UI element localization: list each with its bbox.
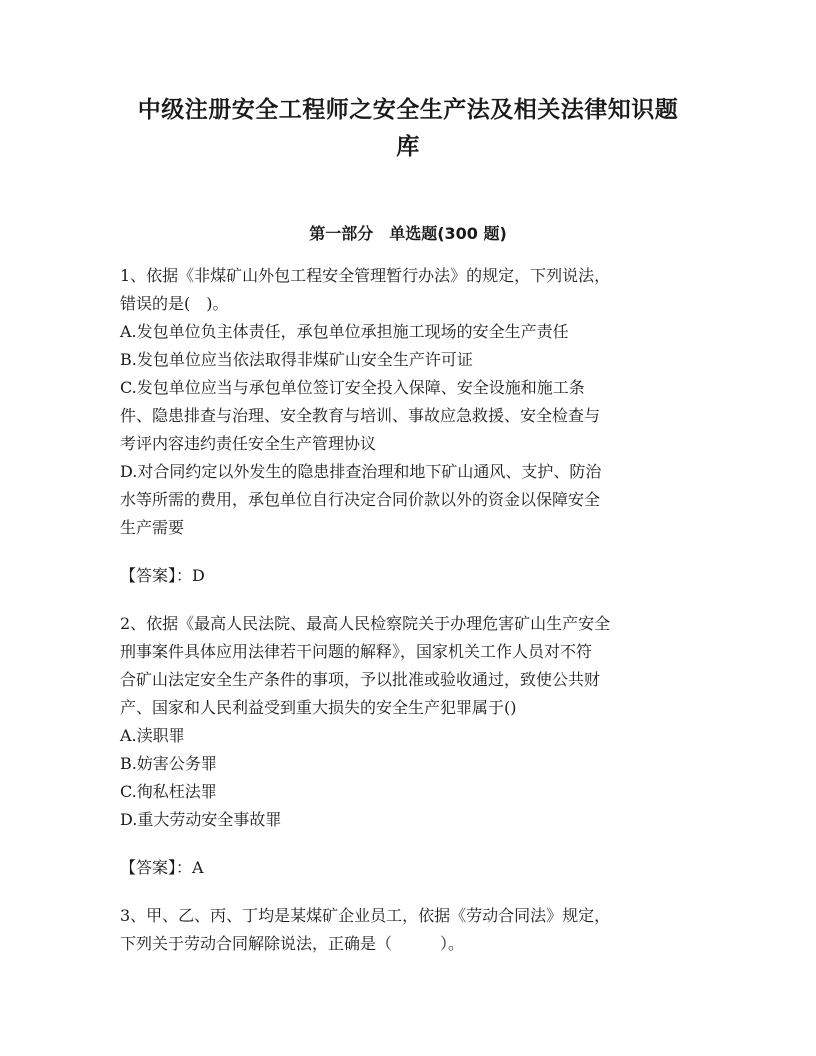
question-stem: 2、依据《最高人民法院、最高人民检察院关于办理危害矿山生产安全: [120, 614, 611, 633]
question-3: [120, 902, 700, 958]
option-a: A.渎职罪: [120, 726, 185, 745]
title-line: 中级注册安全工程师之安全生产法及相关法律知识题: [137, 97, 679, 123]
section-heading: 第一部分 单选题(300 题): [309, 224, 507, 243]
option-c: 考评内容违约责任安全生产管理协议: [120, 434, 377, 453]
option-c: C.发包单位应当与承包单位签订安全投入保障、安全设施和施工条: [120, 378, 585, 397]
question-stem: 3、甲、乙、丙、丁均是某煤矿企业员工，依据《劳动合同法》规定，: [120, 906, 611, 925]
question-1: [120, 262, 700, 590]
option-d: D.重大劳动安全事故罪: [120, 810, 282, 829]
option-d: 生产需要: [120, 518, 185, 537]
answer: 【答案】：D: [120, 566, 205, 585]
option-a: A.发包单位负主体责任，承包单位承担施工现场的安全生产责任: [120, 322, 569, 341]
question-list: [120, 262, 700, 958]
question-stem: 错误的是( )。: [120, 294, 229, 313]
option-c: C.徇私枉法罪: [120, 782, 217, 801]
option-b: B.发包单位应当依法取得非煤矿山安全生产许可证: [120, 350, 473, 369]
option-d: D.对合同约定以外发生的隐患排查治理和地下矿山通风、支护、防治: [120, 462, 602, 481]
option-d: 水等所需的费用，承包单位自行决定合同价款以外的资金以保障安全: [120, 490, 601, 509]
answer: 【答案】：A: [120, 858, 204, 877]
question-2: [120, 610, 700, 882]
title-line: 库: [396, 134, 420, 160]
option-c: 件、隐患排查与治理、安全教育与培训、事故应急救援、安全检查与: [120, 406, 601, 425]
option-b: B.妨害公务罪: [120, 754, 217, 773]
question-stem: 下列关于劳动合同解除说法，正确是（ ）。: [120, 934, 465, 953]
question-stem: 合矿山法定安全生产条件的事项，予以批准或验收通过，致使公共财: [120, 670, 601, 689]
question-stem: 产、国家和人民利益受到重大损失的安全生产犯罪属于(): [120, 698, 517, 717]
document-title: [100, 92, 716, 166]
question-stem: 1、依据《非煤矿山外包工程安全管理暂行办法》的规定，下列说法，: [120, 266, 611, 285]
question-stem: 刑事案件具体应用法律若干问题的解释》，国家机关工作人员对不符: [120, 642, 593, 661]
